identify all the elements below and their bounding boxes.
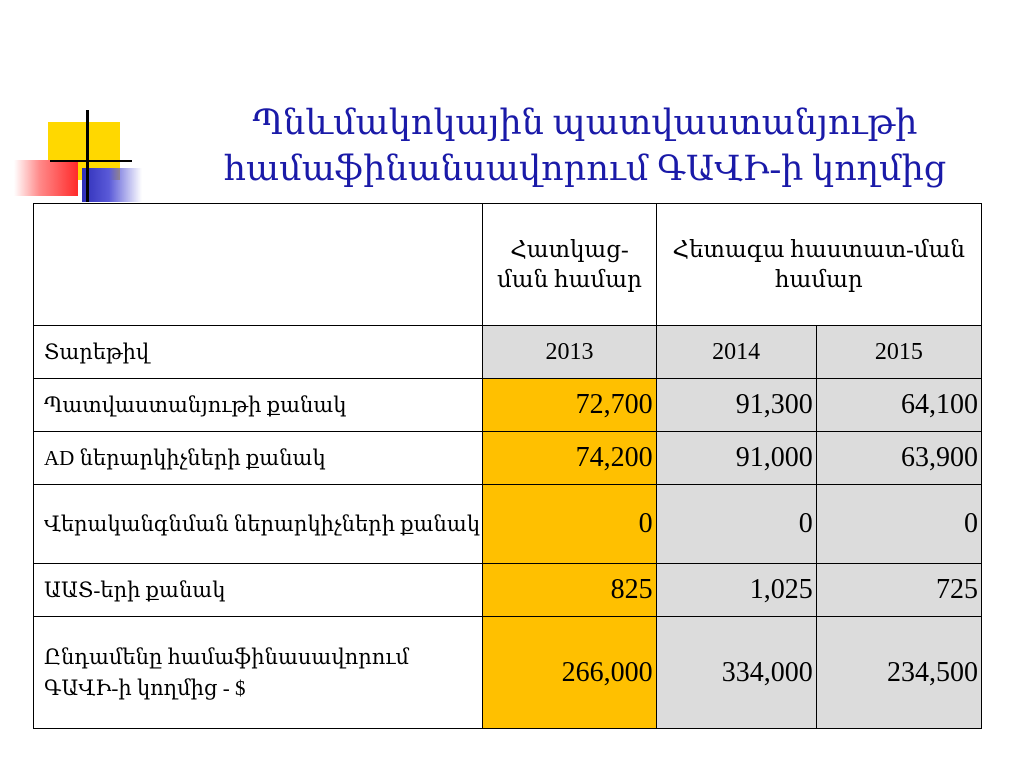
decor-horizontal-line — [50, 160, 132, 162]
years-row — [34, 326, 982, 379]
year-2014: 2014 — [656, 326, 816, 379]
value-2013: 74,200 — [483, 432, 656, 485]
decor-vertical-line — [86, 110, 89, 202]
value-2015: 725 — [816, 564, 981, 617]
value-2013: 0 — [483, 485, 656, 564]
value-2013: 266,000 — [483, 617, 656, 729]
decor-red-gradient — [14, 160, 78, 196]
value-2014: 91,300 — [656, 379, 816, 432]
header-allocation: Հատկաց-ման համար — [483, 204, 656, 326]
header-future-approval: Հետագա հաստատ-ման համար — [656, 204, 981, 326]
total-row — [34, 617, 982, 729]
value-2015: 234,500 — [816, 617, 981, 729]
row-label: Ընդամենը համաֆինասավորում ԳԱՎԻ-ի կողմից - $ — [34, 617, 483, 729]
value-2014: 91,000 — [656, 432, 816, 485]
years-label: Տարեթիվ — [34, 326, 483, 379]
row-label: Պատվաստանյութի քանակ — [34, 379, 483, 432]
table-row — [34, 564, 982, 617]
title-line-2: համաֆինանսավորում ԳԱՎԻ-ի կողմից — [223, 149, 947, 188]
row-label: Վերականգնման ներարկիչների քանակ — [34, 485, 483, 564]
row-label: ԱԱՏ-երի քանակ — [34, 564, 483, 617]
year-2013: 2013 — [483, 326, 656, 379]
value-2015: 0 — [816, 485, 981, 564]
header-empty-cell — [34, 204, 483, 326]
slide-title — [160, 100, 1010, 192]
value-2014: 334,000 — [656, 617, 816, 729]
value-2014: 1,025 — [656, 564, 816, 617]
title-line-1: Պնևմակոկային պատվաստանյութի — [252, 103, 918, 142]
value-2013: 72,700 — [483, 379, 656, 432]
table-row — [34, 379, 982, 432]
table-row — [34, 485, 982, 564]
cofinancing-table — [33, 203, 982, 729]
year-2015: 2015 — [816, 326, 981, 379]
table-row — [34, 432, 982, 485]
value-2014: 0 — [656, 485, 816, 564]
row-label: AD ներարկիչների քանակ — [34, 432, 483, 485]
table-header-row — [34, 204, 982, 326]
value-2015: 63,900 — [816, 432, 981, 485]
value-2015: 64,100 — [816, 379, 981, 432]
decor-blue-gradient — [82, 168, 142, 202]
value-2013: 825 — [483, 564, 656, 617]
